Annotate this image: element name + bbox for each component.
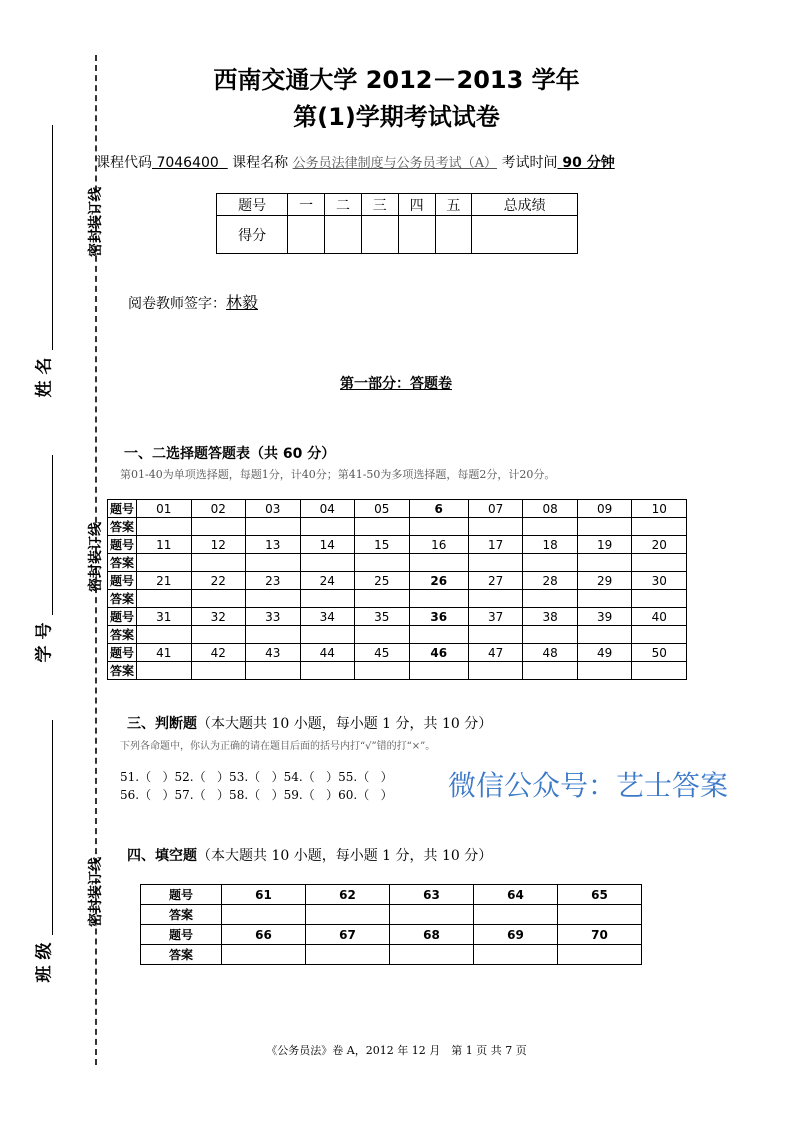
answer-cell[interactable] bbox=[558, 905, 642, 925]
answer-cell[interactable] bbox=[474, 905, 558, 925]
question-number: 63 bbox=[390, 885, 474, 905]
score-table bbox=[216, 193, 578, 254]
question-number: 32 bbox=[191, 608, 246, 626]
answer-cell[interactable] bbox=[409, 626, 468, 644]
question-number-label: 题号 bbox=[108, 572, 137, 590]
answer-cell[interactable] bbox=[523, 626, 578, 644]
answer-cell[interactable] bbox=[300, 662, 355, 680]
answer-cell[interactable] bbox=[577, 590, 632, 608]
question-number-row bbox=[108, 608, 687, 626]
answer-cell[interactable] bbox=[523, 518, 578, 536]
answer-cell[interactable] bbox=[390, 905, 474, 925]
part1-title: 第一部分：答题卷 bbox=[340, 376, 452, 392]
question-number: 68 bbox=[390, 925, 474, 945]
question-number: 19 bbox=[577, 536, 632, 554]
section3-heading bbox=[127, 713, 492, 733]
question-number-row bbox=[108, 644, 687, 662]
question-number-label: 题号 bbox=[108, 608, 137, 626]
question-number: 62 bbox=[306, 885, 390, 905]
question-number: 35 bbox=[355, 608, 410, 626]
answer-row bbox=[108, 662, 687, 680]
question-number-row bbox=[141, 885, 642, 905]
score-header-cell: 总成绩 bbox=[472, 194, 578, 216]
answer-cell[interactable] bbox=[137, 518, 192, 536]
true-false-line-1[interactable]: 51.（ ）52.（ ）53.（ ）54.（ ）55.（ ） bbox=[120, 770, 393, 784]
answer-cell[interactable] bbox=[300, 554, 355, 572]
answer-label: 答案 bbox=[141, 905, 222, 925]
question-number: 29 bbox=[577, 572, 632, 590]
answer-cell[interactable] bbox=[306, 905, 390, 925]
question-number: 10 bbox=[632, 500, 687, 518]
answer-cell[interactable] bbox=[246, 554, 301, 572]
question-number: 65 bbox=[558, 885, 642, 905]
grader-label: 阅卷教师签字： bbox=[128, 296, 226, 312]
section4-points: （本大题共 10 小题，每小题 1 分，共 10 分） bbox=[197, 848, 493, 864]
answer-cell[interactable] bbox=[577, 662, 632, 680]
question-number: 22 bbox=[191, 572, 246, 590]
answer-cell[interactable] bbox=[632, 518, 687, 536]
seal-line-label: 密封装订线 bbox=[88, 522, 104, 592]
seal-line-label: 密封装订线 bbox=[88, 187, 104, 257]
course-name: 公务员法律制度与公务员考试（A） bbox=[292, 156, 498, 171]
question-number: 30 bbox=[632, 572, 687, 590]
question-number-label: 题号 bbox=[141, 925, 222, 945]
answer-cell[interactable] bbox=[137, 590, 192, 608]
course-info bbox=[96, 152, 615, 172]
section1-points: （共 60 分） bbox=[250, 446, 336, 462]
question-number: 31 bbox=[137, 608, 192, 626]
multiple-choice-answer-table bbox=[107, 499, 687, 680]
section1-heading bbox=[124, 443, 335, 463]
question-number: 16 bbox=[409, 536, 468, 554]
answer-label: 答案 bbox=[108, 590, 137, 608]
answer-cell[interactable] bbox=[390, 945, 474, 965]
question-number: 26 bbox=[409, 572, 468, 590]
answer-cell[interactable] bbox=[246, 590, 301, 608]
score-header-cell: 五 bbox=[435, 194, 472, 216]
question-number-row bbox=[108, 572, 687, 590]
section3-title: 三、判断题 bbox=[127, 716, 197, 732]
answer-cell[interactable] bbox=[409, 590, 468, 608]
course-code-label: 课程代码 bbox=[96, 155, 152, 171]
answer-row bbox=[141, 905, 642, 925]
student-id-field[interactable] bbox=[52, 455, 53, 615]
answer-cell[interactable] bbox=[191, 554, 246, 572]
answer-cell[interactable] bbox=[246, 626, 301, 644]
course-name-label: 课程名称 bbox=[232, 155, 289, 171]
question-number: 64 bbox=[474, 885, 558, 905]
answer-cell[interactable] bbox=[474, 945, 558, 965]
answer-row bbox=[108, 554, 687, 572]
score-header-row bbox=[217, 194, 578, 216]
score-cell[interactable] bbox=[472, 216, 578, 254]
question-number: 47 bbox=[468, 644, 523, 662]
class-label: 班 级 bbox=[34, 942, 55, 983]
answer-label: 答案 bbox=[108, 662, 137, 680]
question-number: 13 bbox=[246, 536, 301, 554]
answer-cell[interactable] bbox=[355, 590, 410, 608]
question-number-label: 题号 bbox=[108, 536, 137, 554]
answer-cell[interactable] bbox=[222, 905, 306, 925]
answer-cell[interactable] bbox=[523, 662, 578, 680]
answer-cell[interactable] bbox=[409, 662, 468, 680]
question-number: 09 bbox=[577, 500, 632, 518]
answer-cell[interactable] bbox=[191, 662, 246, 680]
answer-cell[interactable] bbox=[137, 662, 192, 680]
score-header-cell: 题号 bbox=[217, 194, 288, 216]
question-number: 21 bbox=[137, 572, 192, 590]
exam-time: 90 分钟 bbox=[562, 155, 615, 171]
question-number: 02 bbox=[191, 500, 246, 518]
question-number: 11 bbox=[137, 536, 192, 554]
answer-cell[interactable] bbox=[355, 662, 410, 680]
answer-cell[interactable] bbox=[632, 590, 687, 608]
true-false-line-2[interactable]: 56.（ ）57.（ ）58.（ ）59.（ ）60.（ ） bbox=[120, 788, 393, 802]
name-field[interactable] bbox=[52, 125, 53, 350]
student-id-label: 学 号 bbox=[34, 622, 55, 663]
question-number: 42 bbox=[191, 644, 246, 662]
question-number: 48 bbox=[523, 644, 578, 662]
answer-cell[interactable] bbox=[468, 662, 523, 680]
question-number: 69 bbox=[474, 925, 558, 945]
question-number: 05 bbox=[355, 500, 410, 518]
question-number: 67 bbox=[306, 925, 390, 945]
question-number: 15 bbox=[355, 536, 410, 554]
question-number-row bbox=[108, 536, 687, 554]
answer-row bbox=[108, 518, 687, 536]
score-header-cell: 四 bbox=[398, 194, 435, 216]
answer-cell[interactable] bbox=[191, 518, 246, 536]
question-number-label: 题号 bbox=[108, 500, 137, 518]
score-cell[interactable] bbox=[361, 216, 398, 254]
score-cell[interactable] bbox=[398, 216, 435, 254]
answer-cell[interactable] bbox=[300, 590, 355, 608]
exam-subtitle: 第(1)学期考试试卷 bbox=[293, 103, 500, 131]
question-number: 40 bbox=[632, 608, 687, 626]
question-number: 38 bbox=[523, 608, 578, 626]
question-number: 24 bbox=[300, 572, 355, 590]
section1-title: 一、二选择题答题表 bbox=[124, 446, 250, 462]
answer-cell[interactable] bbox=[300, 626, 355, 644]
question-number: 03 bbox=[246, 500, 301, 518]
answer-cell[interactable] bbox=[246, 518, 301, 536]
answer-cell[interactable] bbox=[191, 626, 246, 644]
score-header-cell: 二 bbox=[325, 194, 362, 216]
answer-cell[interactable] bbox=[409, 518, 468, 536]
section4-heading bbox=[127, 845, 492, 865]
score-cell[interactable] bbox=[435, 216, 472, 254]
question-number: 66 bbox=[222, 925, 306, 945]
question-number-label: 题号 bbox=[108, 644, 137, 662]
question-number: 12 bbox=[191, 536, 246, 554]
answer-cell[interactable] bbox=[246, 662, 301, 680]
question-number: 28 bbox=[523, 572, 578, 590]
question-number: 43 bbox=[246, 644, 301, 662]
answer-cell[interactable] bbox=[191, 590, 246, 608]
answer-cell[interactable] bbox=[558, 945, 642, 965]
answer-cell[interactable] bbox=[468, 626, 523, 644]
answer-label: 答案 bbox=[108, 626, 137, 644]
question-number: 33 bbox=[246, 608, 301, 626]
question-number: 17 bbox=[468, 536, 523, 554]
answer-cell[interactable] bbox=[355, 626, 410, 644]
answer-cell[interactable] bbox=[409, 554, 468, 572]
answer-cell[interactable] bbox=[632, 554, 687, 572]
answer-cell[interactable] bbox=[632, 626, 687, 644]
question-number: 36 bbox=[409, 608, 468, 626]
name-label: 姓 名 bbox=[34, 357, 55, 398]
question-number: 27 bbox=[468, 572, 523, 590]
answer-cell[interactable] bbox=[468, 590, 523, 608]
question-number: 23 bbox=[246, 572, 301, 590]
seal-line-label: 密封装订线 bbox=[88, 857, 104, 927]
score-header-cell: 一 bbox=[288, 194, 325, 216]
answer-cell[interactable] bbox=[632, 662, 687, 680]
question-number: 46 bbox=[409, 644, 468, 662]
question-number: 45 bbox=[355, 644, 410, 662]
fill-blank-answer-table bbox=[140, 884, 642, 965]
section1-note: 第01-40为单项选择题，每题1分，计40分；第41-50为多项选择题，每题2分，计20分。 bbox=[120, 468, 556, 481]
grader-name: 林毅 bbox=[226, 293, 259, 312]
exam-title: 西南交通大学 2012－2013 学年 bbox=[213, 66, 580, 94]
question-number: 25 bbox=[355, 572, 410, 590]
class-field[interactable] bbox=[52, 720, 53, 935]
score-row-label: 得分 bbox=[217, 216, 288, 254]
question-number: 14 bbox=[300, 536, 355, 554]
question-number: 37 bbox=[468, 608, 523, 626]
score-header-cell: 三 bbox=[361, 194, 398, 216]
answer-cell[interactable] bbox=[577, 554, 632, 572]
answer-row bbox=[108, 626, 687, 644]
answer-cell[interactable] bbox=[577, 626, 632, 644]
question-number: 50 bbox=[632, 644, 687, 662]
answer-cell[interactable] bbox=[523, 590, 578, 608]
question-number: 61 bbox=[222, 885, 306, 905]
answer-cell[interactable] bbox=[355, 554, 410, 572]
answer-cell[interactable] bbox=[468, 518, 523, 536]
score-row bbox=[217, 216, 578, 254]
course-code: 7046400 bbox=[156, 155, 219, 171]
question-number-label: 题号 bbox=[141, 885, 222, 905]
answer-cell[interactable] bbox=[137, 626, 192, 644]
section3-points: （本大题共 10 小题，每小题 1 分，共 10 分） bbox=[197, 716, 493, 732]
question-number: 49 bbox=[577, 644, 632, 662]
answer-cell[interactable] bbox=[523, 554, 578, 572]
question-number: 04 bbox=[300, 500, 355, 518]
section4-title: 四、填空题 bbox=[127, 848, 197, 864]
answer-cell[interactable] bbox=[137, 554, 192, 572]
answer-label: 答案 bbox=[108, 554, 137, 572]
question-number: 44 bbox=[300, 644, 355, 662]
answer-cell[interactable] bbox=[222, 945, 306, 965]
watermark: 微信公众号：艺士答案 bbox=[448, 769, 729, 802]
question-number: 70 bbox=[558, 925, 642, 945]
answer-cell[interactable] bbox=[468, 554, 523, 572]
question-number: 08 bbox=[523, 500, 578, 518]
page-footer: 《公务员法》卷 A，2012 年 12 月 第 1 页 共 7 页 bbox=[266, 1044, 527, 1057]
question-number: 41 bbox=[137, 644, 192, 662]
question-number: 34 bbox=[300, 608, 355, 626]
answer-label: 答案 bbox=[108, 518, 137, 536]
answer-cell[interactable] bbox=[300, 518, 355, 536]
question-number: 6 bbox=[409, 500, 468, 518]
question-number: 01 bbox=[137, 500, 192, 518]
answer-cell[interactable] bbox=[355, 518, 410, 536]
question-number-row bbox=[108, 500, 687, 518]
score-cell[interactable] bbox=[325, 216, 362, 254]
question-number: 07 bbox=[468, 500, 523, 518]
exam-time-label: 考试时间 bbox=[501, 155, 558, 171]
answer-label: 答案 bbox=[141, 945, 222, 965]
answer-row bbox=[141, 945, 642, 965]
question-number: 20 bbox=[632, 536, 687, 554]
answer-cell[interactable] bbox=[306, 945, 390, 965]
answer-row bbox=[108, 590, 687, 608]
answer-cell[interactable] bbox=[577, 518, 632, 536]
score-cell[interactable] bbox=[288, 216, 325, 254]
question-number: 18 bbox=[523, 536, 578, 554]
grader-signature bbox=[128, 290, 258, 313]
question-number: 39 bbox=[577, 608, 632, 626]
question-number-row bbox=[141, 925, 642, 945]
section3-note: 下列各命题中，你认为正确的请在题目后面的括号内打“√”错的打“×”。 bbox=[120, 741, 436, 752]
